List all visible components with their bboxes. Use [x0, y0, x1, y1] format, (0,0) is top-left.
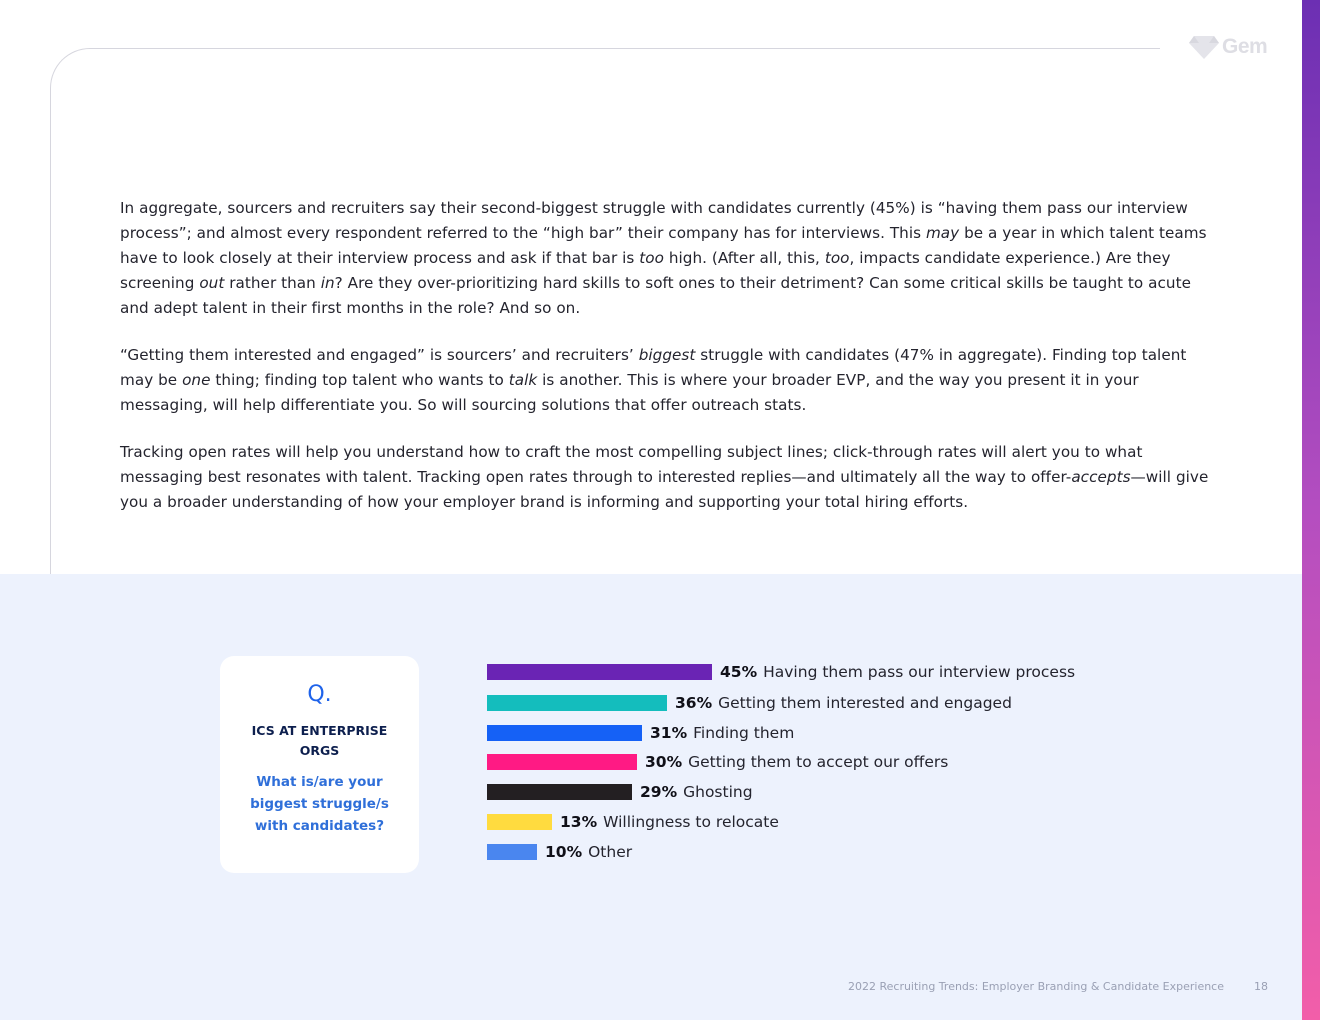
emphasis-text: in — [320, 274, 335, 292]
bar-value-label: 13% — [560, 813, 598, 831]
gem-icon — [1188, 34, 1220, 60]
text-run: is another. This is where your broader EVP, and the way you present it in your messaging, will help differentiate you. So will sourcing solutions that offer outreach stats. — [120, 371, 1139, 414]
paragraph-interview-process — [120, 196, 1220, 321]
emphasis-text: biggest — [638, 346, 696, 364]
bar — [487, 814, 552, 830]
footer-page-number: 18 — [1254, 980, 1268, 993]
footer-report-title: 2022 Recruiting Trends: Employer Branding & Candidate Experience — [847, 980, 1224, 993]
text-run: be a year in which talent teams have to look closely at their interview process and ask if that bar is — [120, 224, 1207, 267]
bar-row — [487, 664, 1075, 680]
bar — [487, 695, 667, 711]
bar-category-label: Having them pass our interview process — [763, 663, 1076, 681]
bar-label — [560, 813, 779, 831]
bar-label — [645, 753, 948, 771]
bar-category-label: Ghosting — [683, 783, 753, 801]
text-run: Tracking open rates will help you understand how to craft the most compelling subject lines; click-through rates will alert you to what messaging best resonates with talent. Tracking open rates through to interested replies—and ultimately all the way to offer- — [120, 443, 1143, 486]
brand-logo — [1188, 33, 1267, 61]
bar-row — [487, 844, 632, 860]
bar-label — [640, 783, 753, 801]
question-text: What is/are your biggest struggle/s with candidates? — [250, 774, 389, 834]
text-run: thing; finding top talent who wants to — [210, 371, 509, 389]
emphasis-text: accepts — [1071, 468, 1131, 486]
bar-value-label: 36% — [675, 694, 713, 712]
text-run: ? Are they over-prioritizing hard skills to soft ones to their detriment? Can some critical skills be taught to acute and adept talent in their first months in the role? And so on. — [120, 274, 1191, 317]
bar-value-label: 31% — [650, 724, 688, 742]
bar — [487, 844, 537, 860]
text-run: In aggregate, sourcers and recruiters say their second-biggest struggle with candidates currently (45%) is “having them pass our interview process”; and almost every respondent referred to the “high bar” their company has for interviews. This — [120, 199, 1188, 242]
bar-label — [675, 694, 1012, 712]
bar-value-label: 29% — [640, 783, 678, 801]
bar-value-label: 45% — [720, 663, 758, 681]
emphasis-text: too — [639, 249, 664, 267]
bar-row — [487, 695, 1012, 711]
bar-category-label: Willingness to relocate — [603, 813, 779, 831]
bar-row — [487, 725, 794, 741]
paragraph-tracking-rates — [120, 440, 1220, 515]
text-run: rather than — [224, 274, 321, 292]
page-footer — [848, 980, 1268, 993]
emphasis-text: talk — [508, 371, 538, 389]
bar — [487, 725, 642, 741]
paragraph-interest-engagement — [120, 343, 1220, 418]
emphasis-text: one — [182, 371, 211, 389]
emphasis-text: may — [925, 224, 960, 242]
question-audience: ICS AT ENTERPRISE ORGS — [251, 723, 388, 758]
text-run: , impacts candidate experience.) Are they screening — [120, 249, 1171, 292]
bar-row — [487, 784, 753, 800]
bar — [487, 664, 712, 680]
bar-category-label: Other — [588, 843, 633, 861]
bar-category-label: Getting them to accept our offers — [688, 753, 949, 771]
bar — [487, 784, 632, 800]
bar-category-label: Getting them interested and engaged — [718, 694, 1012, 712]
body-text — [120, 196, 1220, 537]
text-run: high. (After all, this, — [663, 249, 825, 267]
brand-logo-text: Gem — [1222, 35, 1268, 58]
bar — [487, 754, 637, 770]
bar-category-label: Finding them — [693, 724, 795, 742]
struggles-bar-chart — [487, 656, 1287, 876]
bar-row — [487, 754, 948, 770]
emphasis-text: too — [824, 249, 850, 267]
emphasis-text: out — [199, 274, 225, 292]
text-run: —will give you a broader understanding of how your employer brand is informing and supporting your total hiring efforts. — [120, 468, 1209, 511]
bar-label — [720, 663, 1075, 681]
question-mark-label: Q. — [307, 682, 332, 707]
bar-value-label: 10% — [545, 843, 583, 861]
bar-label — [650, 724, 794, 742]
text-run: “Getting them interested and engaged” is sourcers’ and recruiters’ — [120, 346, 639, 364]
bar-value-label: 30% — [645, 753, 683, 771]
bar-row — [487, 814, 779, 830]
text-run: struggle with candidates (47% in aggregate). Finding top talent may be — [120, 346, 1187, 389]
question-card — [220, 656, 419, 873]
side-accent-stripe — [1302, 0, 1320, 1020]
bar-label — [545, 843, 632, 861]
